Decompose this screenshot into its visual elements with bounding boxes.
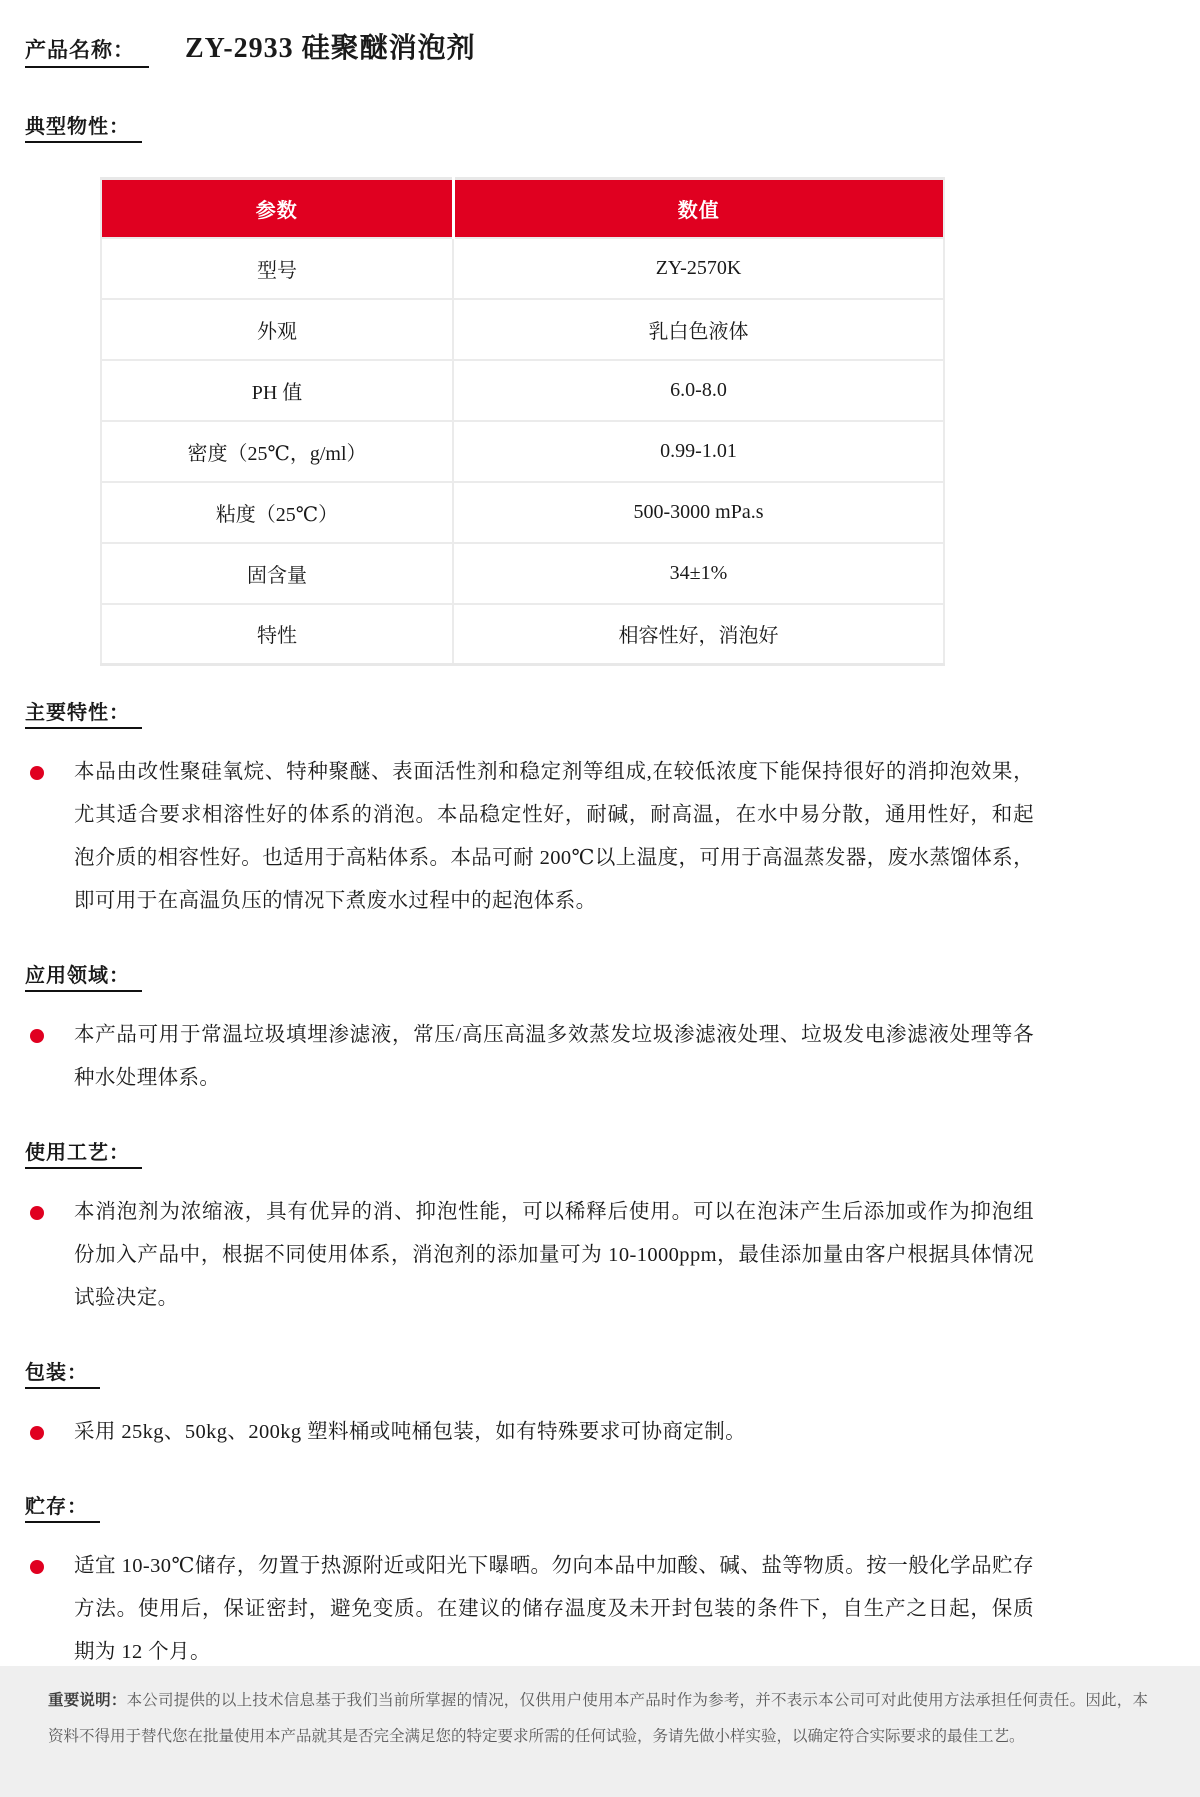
- bullet-icon: [30, 1029, 44, 1043]
- value-cell: 相容性好，消泡好: [453, 604, 944, 665]
- bullet-item: [25, 1545, 1175, 1674]
- section-typical-properties: [25, 110, 1175, 666]
- bullet-item: [25, 751, 1175, 923]
- table-header-row: [101, 179, 944, 238]
- section-main-features: [25, 696, 1175, 923]
- table-row: [101, 238, 944, 299]
- section-title-packaging: 包装：: [25, 1356, 100, 1389]
- section-paragraph: 本消泡剂为浓缩液，具有优异的消、抑泡性能，可以稀释后使用。可以在泡沫产生后添加或作为抑泡组份加入产品中，根据不同使用体系，消泡剂的添加量可为 10-1000ppm，最佳添加量由客户根据具体情况试验决定。: [74, 1201, 1034, 1309]
- bullet-item: [25, 1411, 1175, 1454]
- table-row: [101, 543, 944, 604]
- param-cell: 密度（25℃，g/ml）: [101, 421, 453, 482]
- bullet-item: [25, 1014, 1175, 1100]
- disclaimer-footer: [0, 1666, 1200, 1797]
- section-paragraph: 适宜 10-30℃储存，勿置于热源附近或阳光下曝晒。勿向本品中加酸、碱、盐等物质。按一般化学品贮存方法。使用后，保证密封，避免变质。在建议的储存温度及未开封包装的条件下，自生产之日起，保质期为 12 个月。: [74, 1555, 1034, 1663]
- table-row: [101, 482, 944, 543]
- bullet-item: [25, 1191, 1175, 1320]
- section-title-storage: 贮存：: [25, 1490, 100, 1523]
- section-title-main-features: 主要特性：: [25, 696, 142, 729]
- section-title-usage-process: 使用工艺：: [25, 1136, 142, 1169]
- product-name-label: 产品名称：: [25, 34, 149, 68]
- disclaimer-text: [48, 1683, 1148, 1755]
- value-cell: 500-3000 mPa.s: [453, 482, 944, 543]
- section-paragraph: 本产品可用于常温垃圾填埋渗滤液，常压/高压高温多效蒸发垃圾渗滤液处理、垃圾发电渗滤液处理等各种水处理体系。: [74, 1024, 1034, 1089]
- section-paragraph: 本品由改性聚硅氧烷、特种聚醚、表面活性剂和稳定剂等组成,在较低浓度下能保持很好的消抑泡效果，尤其适合要求相溶性好的体系的消泡。本品稳定性好，耐碱，耐高温，在水中易分散，通用性好，和起泡介质的相容性好。也适用于高粘体系。本品可耐 200℃以上温度，可用于高温蒸发器，废水蒸馏体系，即可用于在高温负压的情况下煮废水过程中的起泡体系。: [74, 761, 1034, 912]
- section-packaging: [25, 1356, 1175, 1454]
- value-cell: ZY-2570K: [453, 238, 944, 299]
- disclaimer-body: 本公司提供的以上技术信息基于我们当前所掌握的情况，仅供用户使用本产品时作为参考，并不表示本公司可对此使用方法承担任何责任。因此，本资料不得用于替代您在批量使用本产品就其是否完全满足您的特定要求所需的任何试验，务请先做小样实验，以确定符合实际要求的最佳工艺。: [48, 1692, 1148, 1745]
- section-paragraph: 采用 25kg、50kg、200kg 塑料桶或吨桶包装，如有特殊要求可协商定制。: [74, 1421, 746, 1443]
- title-row: [25, 26, 1175, 68]
- value-cell: 乳白色液体: [453, 299, 944, 360]
- bullet-icon: [30, 1560, 44, 1574]
- bullet-icon: [30, 766, 44, 780]
- disclaimer-label: 重要说明：: [48, 1692, 127, 1709]
- param-cell: 固含量: [101, 543, 453, 604]
- bullet-icon: [30, 1206, 44, 1220]
- param-cell: 特性: [101, 604, 453, 665]
- section-application-areas: [25, 959, 1175, 1100]
- table-row: [101, 421, 944, 482]
- product-name: ZY-2933 硅聚醚消泡剂: [185, 33, 476, 64]
- table-row: [101, 360, 944, 421]
- table-row: [101, 604, 944, 665]
- bullet-icon: [30, 1426, 44, 1440]
- value-cell: 6.0-8.0: [453, 360, 944, 421]
- section-title-typical-properties: 典型物性：: [25, 110, 142, 143]
- properties-table: [100, 177, 945, 666]
- value-cell: 0.99-1.01: [453, 421, 944, 482]
- value-cell: 34±1%: [453, 543, 944, 604]
- table-row: [101, 299, 944, 360]
- section-storage: [25, 1490, 1175, 1674]
- column-header-parameter: 参数: [101, 179, 453, 238]
- param-cell: 外观: [101, 299, 453, 360]
- column-header-value: 数值: [453, 179, 944, 238]
- properties-table-wrap: [100, 177, 943, 666]
- param-cell: 粘度（25℃）: [101, 482, 453, 543]
- section-usage-process: [25, 1136, 1175, 1320]
- param-cell: PH 值: [101, 360, 453, 421]
- section-title-application-areas: 应用领域：: [25, 959, 142, 992]
- param-cell: 型号: [101, 238, 453, 299]
